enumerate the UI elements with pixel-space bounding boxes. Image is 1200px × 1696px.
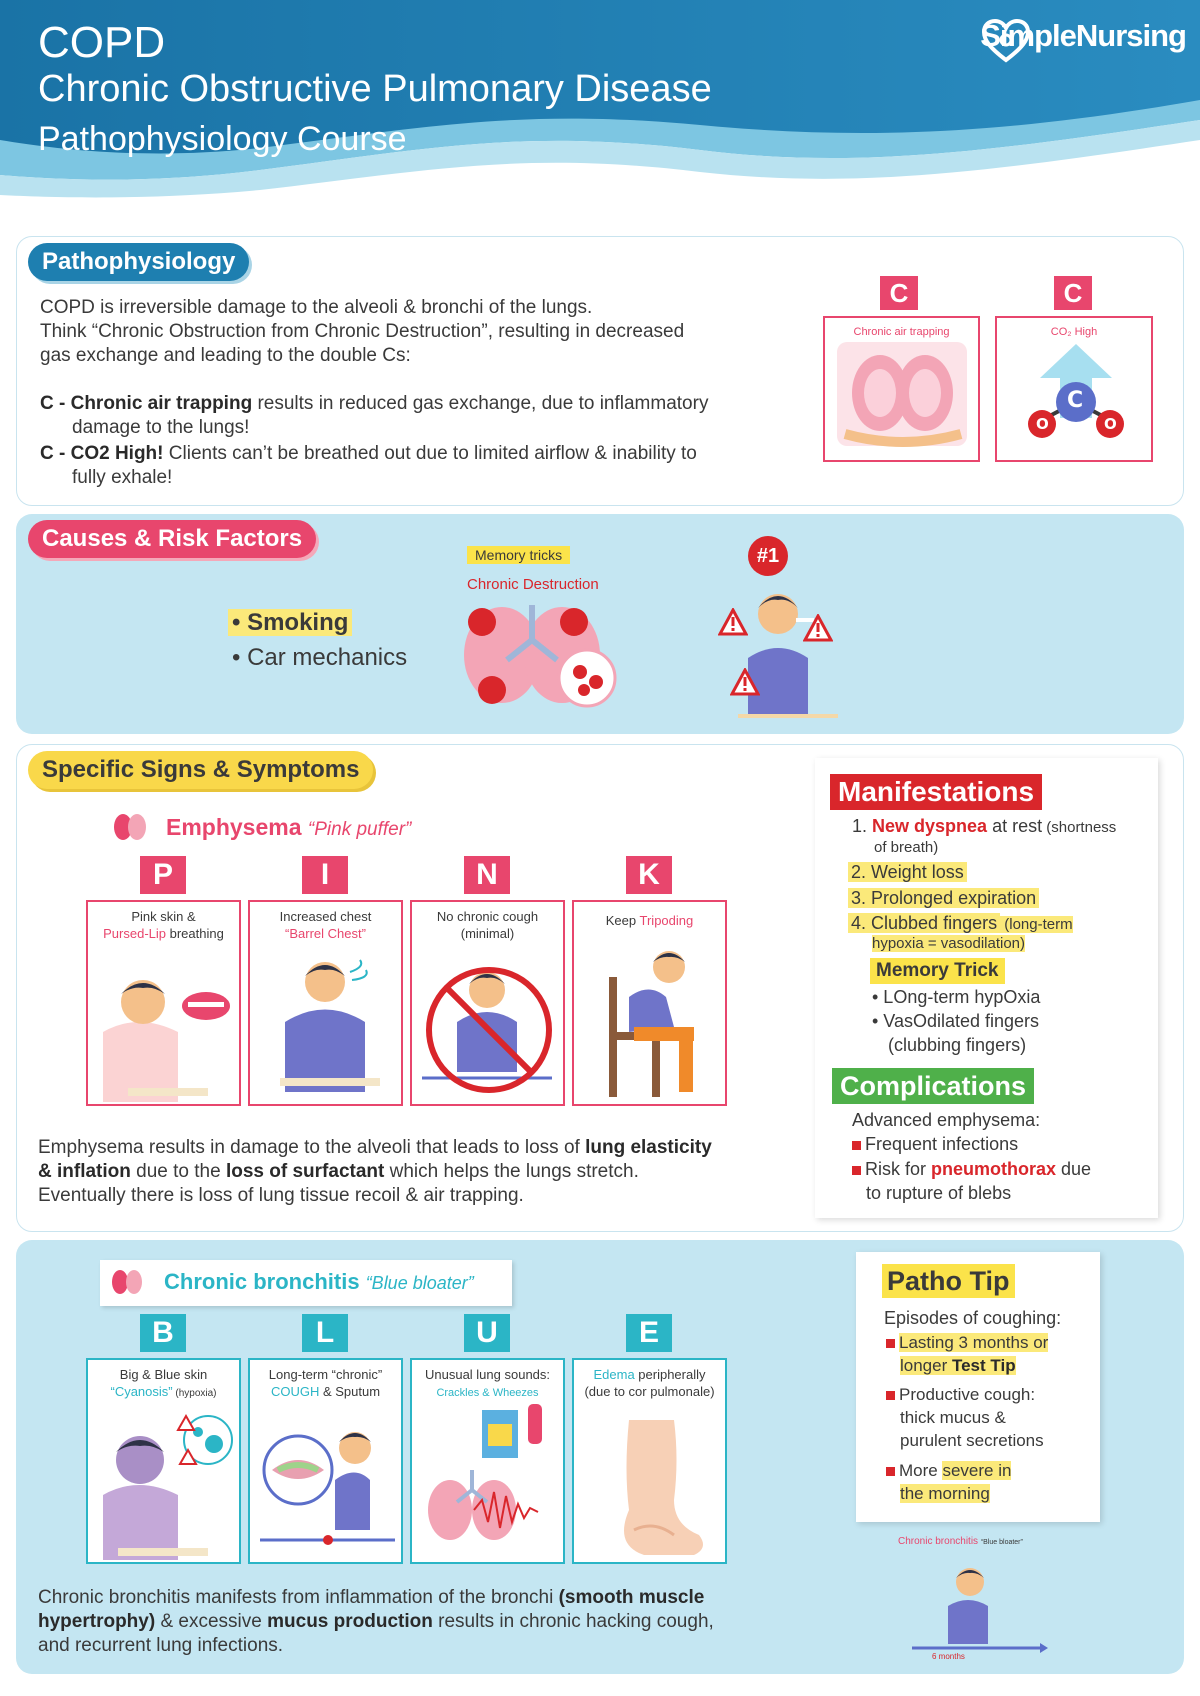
patho-tip-1-cont xyxy=(900,1355,1016,1377)
caption-line-2: (due to cor pulmonale) xyxy=(584,1384,715,1399)
bronchitis-para-2 xyxy=(38,1610,714,1634)
item-text: 3. Prolonged expiration xyxy=(848,888,1039,908)
item-red: pneumothorax xyxy=(931,1159,1057,1179)
cause-smoking-text: • Smoking xyxy=(228,609,352,636)
caption-highlight: Edema xyxy=(593,1367,635,1382)
letter-l: L xyxy=(302,1314,348,1352)
para-text: which helps the lungs stretch. xyxy=(384,1161,639,1182)
patho-line-3: gas exchange and leading to the double Cs: xyxy=(40,345,411,366)
patho-tip-2-cont: thick mucus & xyxy=(900,1408,1006,1427)
coughing-person-illustration xyxy=(908,1550,1048,1660)
para-text: due to the xyxy=(130,1161,226,1182)
letter-u: U xyxy=(464,1314,510,1352)
para-text: Chronic bronchitis manifests from inflammation of the bronchi xyxy=(38,1587,559,1608)
manifestation-4-cont xyxy=(872,932,1025,956)
item-text: 4. Clubbed fingers xyxy=(848,913,1000,933)
caption-line-1: Pink skin & xyxy=(131,909,196,924)
cause-car-mechanics: • Car mechanics xyxy=(232,644,408,671)
letter-k: K xyxy=(626,856,672,894)
letter-p: P xyxy=(140,856,186,894)
bullet-square-icon xyxy=(886,1391,895,1400)
caption-line-1: Long-term “chronic” xyxy=(268,1367,383,1382)
para-bold: hypertrophy) xyxy=(38,1611,156,1632)
mini-axis-label: 6 months xyxy=(932,1652,965,1661)
chronic-cough-card xyxy=(248,1358,403,1564)
number-one-badge: #1 xyxy=(748,536,788,576)
co2-high-caption: CO₂ High xyxy=(1050,326,1098,338)
patho-line-2: Think “Chronic Obstruction from Chronic Destruction”, resulting in decreased xyxy=(40,321,685,342)
patho-line-1: COPD is irreversible damage to the alveoli & bronchi of the lungs. xyxy=(40,297,593,318)
patho-tip-intro: Episodes of coughing: xyxy=(884,1308,1062,1328)
caption-line-1: Big & Blue skin xyxy=(119,1367,208,1382)
pink-skin-card xyxy=(86,900,241,1106)
barrel-chest-illustration xyxy=(250,902,405,1108)
item-small: (long-term xyxy=(1000,916,1073,933)
edema-card xyxy=(572,1358,727,1564)
para-bold: (smooth muscle xyxy=(558,1587,705,1608)
item-text: due xyxy=(1056,1159,1092,1179)
para-text: results in chronic hacking cough, xyxy=(432,1611,714,1632)
caption-line-1: Unusual lung sounds: xyxy=(424,1367,551,1382)
lungs-air-trapping-icon xyxy=(825,318,982,464)
bronchitis-title-text: Chronic bronchitis xyxy=(164,1269,360,1294)
para-bold: & inflation xyxy=(38,1161,131,1182)
caption-highlight: “Cyanosis” xyxy=(110,1384,173,1399)
warning-icon xyxy=(718,608,748,636)
bronchitis-nickname: “Blue bloater” xyxy=(365,1273,474,1293)
memory-trick-2: • VasOdilated fingers xyxy=(872,1011,1040,1031)
c-letter-1: C xyxy=(880,276,918,310)
memory-trick-3: (clubbing fingers) xyxy=(888,1035,1027,1055)
smoker-illustration xyxy=(718,578,838,718)
no-cough-illustration xyxy=(412,902,567,1108)
cough-sputum-illustration xyxy=(250,1360,405,1566)
pursed-lip-breathing-illustration xyxy=(88,902,243,1108)
tripoding-illustration xyxy=(574,902,729,1108)
course-name: Pathophysiology Course xyxy=(38,120,407,158)
co2-high-card xyxy=(995,316,1153,462)
emphysema-para-2 xyxy=(38,1160,639,1184)
barrel-chest-card xyxy=(248,900,403,1106)
caption-line-2: (minimal) xyxy=(460,926,515,941)
caption-highlight: Tripoding xyxy=(639,913,694,928)
co2-o-label-left: O xyxy=(1036,415,1049,433)
item-red: New dyspnea xyxy=(872,816,988,836)
pathophysiology-pill: Pathophysiology xyxy=(28,243,249,281)
letter-n: N xyxy=(464,856,510,894)
c2-bold: CO2 High! xyxy=(70,443,164,464)
complication-2 xyxy=(852,1157,1091,1181)
patho-tip-title: Patho Tip xyxy=(882,1264,1015,1298)
patho-tip-3 xyxy=(886,1460,1011,1482)
mini-caption xyxy=(898,1536,1023,1547)
mini-caption-text: Chronic bronchitis xyxy=(898,1536,979,1547)
bronchi-icon xyxy=(110,1268,144,1296)
emphysema-title xyxy=(166,814,411,841)
memory-tricks-label: Memory tricks xyxy=(467,546,570,564)
caption-small: (hypoxia) xyxy=(172,1388,217,1399)
patho-c1 xyxy=(40,392,708,416)
bullet-square-icon xyxy=(886,1467,895,1476)
destroyed-lungs-icon xyxy=(452,600,622,710)
caption-highlight: “Barrel Chest” xyxy=(285,926,366,941)
manifestation-3 xyxy=(848,886,1039,910)
item-small: (shortness xyxy=(1042,819,1117,836)
lung-sounds-card xyxy=(410,1358,565,1564)
cause-smoking xyxy=(228,608,352,638)
c1-rest: results in reduced gas exchange, due to inflammatory xyxy=(252,393,709,414)
memory-trick-title: Memory Trick xyxy=(870,958,1005,984)
bronchitis-para-3: and recurrent lung infections. xyxy=(38,1635,284,1656)
patho-tip-2-cont2: purulent secretions xyxy=(900,1431,1044,1450)
cyanosis-illustration xyxy=(88,1360,243,1566)
air-trapping-caption: Chronic air trapping xyxy=(853,326,950,338)
bullet-square-icon xyxy=(886,1339,895,1348)
patho-tip-2 xyxy=(886,1384,1035,1406)
caption-line-1: Keep xyxy=(605,913,640,928)
c1-bold: Chronic air trapping xyxy=(70,393,253,414)
para-text: Emphysema results in damage to the alveoli that leads to loss of xyxy=(38,1137,586,1158)
patho-tip-3-cont xyxy=(900,1483,990,1505)
item-text: 2. Weight loss xyxy=(848,862,967,882)
bullet-square-icon xyxy=(852,1166,861,1175)
warning-icon xyxy=(803,614,833,642)
tripoding-card xyxy=(572,900,727,1106)
page-subtitle: Chronic Obstructive Pulmonary Disease xyxy=(38,68,712,110)
co2-o-label-right: O xyxy=(1104,415,1117,433)
caption-highlight: Crackles & Wheezes xyxy=(436,1387,539,1399)
air-trapping-card xyxy=(823,316,980,462)
bronchitis-para-1 xyxy=(38,1586,704,1610)
para-text: & excessive xyxy=(155,1611,268,1632)
complication-1 xyxy=(852,1132,1018,1156)
patho-c1-cont: damage to the lungs! xyxy=(72,417,250,438)
manifestations-title: Manifestations xyxy=(830,774,1042,810)
lungs-icon xyxy=(112,812,148,842)
chronic-destruction-caption: Chronic Destruction xyxy=(467,576,599,593)
no-chronic-cough-card xyxy=(410,900,565,1106)
bronchitis-title xyxy=(164,1269,474,1295)
tip-text: Productive cough: xyxy=(899,1385,1036,1404)
para-bold: lung elasticity xyxy=(585,1137,712,1158)
c2-rest: Clients can’t be breathed out due to limited airflow & inability to xyxy=(163,443,697,464)
c2-prefix: C - xyxy=(40,443,71,464)
caption-line-1: No chronic cough xyxy=(436,909,539,924)
emphysema-para-1 xyxy=(38,1136,712,1160)
causes-pill: Causes & Risk Factors xyxy=(28,520,316,558)
caption-line-2: breathing xyxy=(166,926,224,941)
item-number: 1. xyxy=(852,816,873,836)
letter-i: I xyxy=(302,856,348,894)
manifestation-1-cont: of breath) xyxy=(874,839,939,856)
caption-line-1: peripherally xyxy=(634,1367,706,1382)
complications-intro: Advanced emphysema: xyxy=(852,1110,1041,1130)
para-bold: loss of surfactant xyxy=(225,1161,385,1182)
crackles-wheezes-illustration xyxy=(412,1360,567,1566)
bullet-square-icon xyxy=(852,1141,861,1150)
caption-highlight: COUGH xyxy=(270,1384,320,1399)
emphysema-nickname: “Pink puffer” xyxy=(307,819,412,840)
item-small: hypoxia = vasodilation) xyxy=(872,935,1026,952)
letter-e: E xyxy=(626,1314,672,1352)
manifestation-2 xyxy=(848,860,967,884)
page-title: COPD xyxy=(38,18,166,67)
c-letter-2: C xyxy=(1054,276,1092,310)
caption-line-2: & Sputum xyxy=(319,1384,381,1399)
item-text: at rest xyxy=(987,816,1043,836)
swollen-foot-illustration xyxy=(574,1360,729,1566)
bronchitis-title-box xyxy=(100,1260,512,1306)
tip-highlight: severe in xyxy=(942,1461,1012,1480)
emphysema-title-text: Emphysema xyxy=(166,814,302,840)
item-text: Frequent infections xyxy=(865,1134,1019,1154)
signs-pill: Specific Signs & Symptoms xyxy=(28,751,373,789)
patho-c2 xyxy=(40,442,697,466)
patho-tip-1 xyxy=(886,1332,1048,1354)
blue-skin-card xyxy=(86,1358,241,1564)
header-banner xyxy=(0,0,1200,210)
caption-highlight: Pursed-Lip xyxy=(103,926,167,941)
letter-b: B xyxy=(140,1314,186,1352)
caption-line-1: Increased chest xyxy=(279,909,372,924)
co2-c-label: C xyxy=(1067,388,1084,413)
item-text: Risk for xyxy=(865,1159,932,1179)
tip-text: longer xyxy=(900,1356,952,1375)
brand-logo xyxy=(980,18,1186,54)
patho-c2-cont: fully exhale! xyxy=(72,467,173,488)
complication-2-cont: to rupture of blebs xyxy=(866,1183,1012,1203)
emphysema-para-3: Eventually there is loss of lung tissue recoil & air trapping. xyxy=(38,1185,524,1206)
tip-text: Lasting 3 months or xyxy=(899,1333,1049,1352)
tip-highlight: the morning xyxy=(900,1484,990,1503)
stethoscope-heart-icon xyxy=(980,18,1032,64)
test-tip-label: Test Tip xyxy=(951,1356,1016,1375)
tip-text: More xyxy=(899,1461,943,1480)
memory-trick-1: • LOng-term hypOxia xyxy=(872,987,1041,1007)
warning-icon xyxy=(730,668,760,696)
logo-text: SimpleNursing xyxy=(980,18,1186,53)
mini-caption-small: “Blue bloater” xyxy=(980,1539,1023,1546)
complications-title: Complications xyxy=(832,1068,1034,1104)
c1-prefix: C - xyxy=(40,393,71,414)
para-bold: mucus production xyxy=(267,1611,433,1632)
